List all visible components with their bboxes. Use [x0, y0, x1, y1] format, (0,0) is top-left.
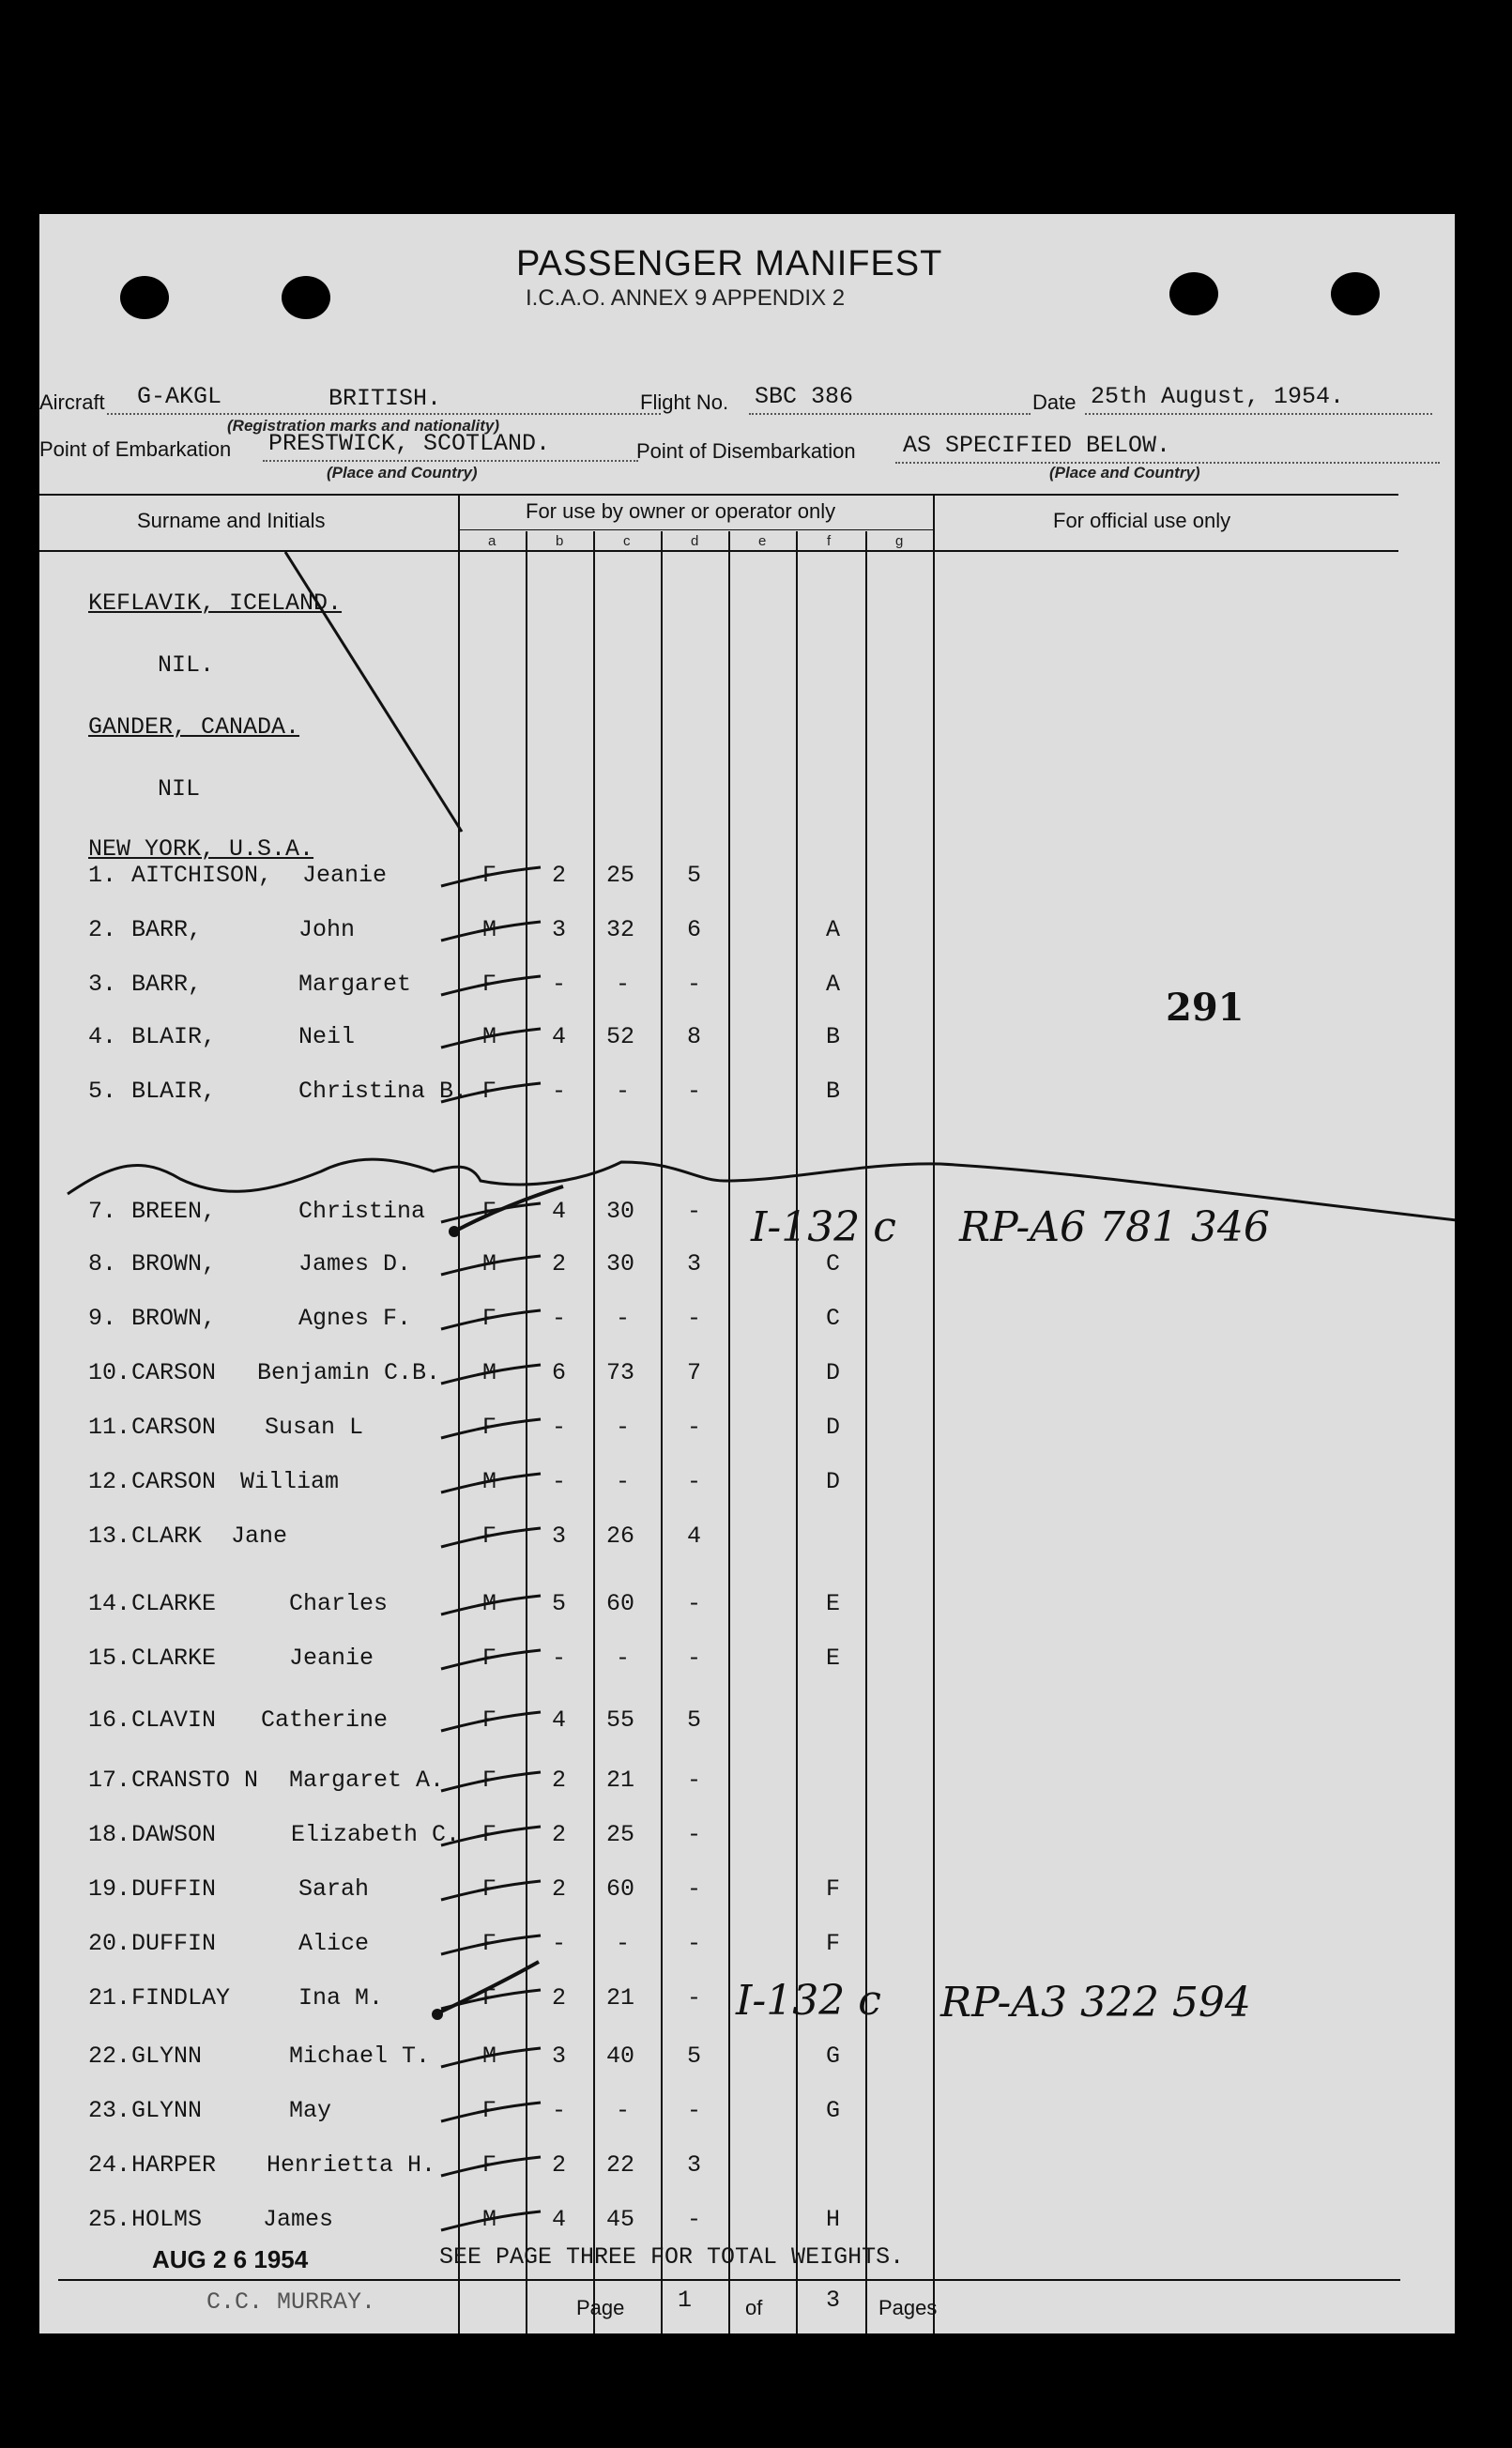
sex-cell: M — [482, 916, 497, 943]
passenger-surname: GLYNN — [131, 2043, 203, 2070]
passenger-given-name: Margaret — [298, 971, 412, 998]
passenger-surname: AITCHISON, — [131, 862, 273, 889]
passenger-surname: BREEN, — [131, 1198, 217, 1225]
cell-f: F — [826, 1930, 841, 1957]
cell-b: - — [552, 1414, 567, 1441]
cell-f: D — [826, 1414, 841, 1441]
passenger-surname: CARSON — [131, 1414, 217, 1441]
of-label: of — [745, 2296, 763, 2319]
passenger-number: 5. — [88, 1078, 117, 1105]
cell-d: 5 — [687, 862, 702, 889]
passenger-given-name: Susan L — [265, 1414, 364, 1441]
cell-b: 2 — [552, 1875, 567, 1903]
cell-b: - — [552, 1645, 567, 1672]
official-number: 291 — [1166, 986, 1245, 1030]
cell-d: - — [687, 2206, 702, 2233]
aircraft-label: Aircraft — [39, 390, 105, 414]
passenger-given-name: Jeanie — [302, 862, 388, 889]
sex-cell: F — [482, 2151, 497, 2179]
sex-cell: F — [482, 1767, 497, 1794]
sex-cell: M — [482, 1468, 497, 1495]
cell-d: - — [687, 971, 702, 998]
passenger-given-name: Jeanie — [289, 1645, 374, 1672]
passenger-given-name: Benjamin C.B. — [257, 1359, 441, 1386]
cell-c: - — [616, 1645, 631, 1672]
handwritten-passport-row7: RP-A6 781 346 — [959, 1203, 1270, 1251]
passenger-given-name: William — [240, 1468, 340, 1495]
cell-d: - — [687, 1645, 702, 1672]
page-subtitle: I.C.A.O. ANNEX 9 APPENDIX 2 — [526, 285, 846, 311]
cell-c: 55 — [606, 1706, 635, 1734]
sex-cell: F — [482, 971, 497, 998]
passenger-surname: HARPER — [131, 2151, 217, 2179]
section-place: GANDER, CANADA. — [88, 713, 300, 741]
passenger-surname: DUFFIN — [131, 1930, 217, 1957]
cell-d: - — [687, 1767, 702, 1794]
cell-d: 6 — [687, 916, 702, 943]
passenger-surname: BROWN, — [131, 1305, 217, 1332]
cell-c: - — [616, 1078, 631, 1105]
cell-c: 32 — [606, 916, 635, 943]
passenger-number: 16. — [88, 1706, 131, 1734]
cell-d: 3 — [687, 1250, 702, 1278]
cell-f: E — [826, 1590, 841, 1617]
flight-label: Flight No. — [640, 390, 729, 414]
passenger-number: 22. — [88, 2043, 131, 2070]
passenger-surname: DUFFIN — [131, 1875, 217, 1903]
passenger-number: 18. — [88, 1821, 131, 1848]
sex-cell: F — [482, 1930, 497, 1957]
cell-b: 2 — [552, 1767, 567, 1794]
flight-number: SBC 386 — [755, 383, 854, 410]
passenger-given-name: Alice — [298, 1930, 370, 1957]
passenger-surname: CLARK — [131, 1522, 203, 1550]
cell-d: - — [687, 1078, 702, 1105]
passenger-surname: CARSON — [131, 1359, 217, 1386]
embarkation-label: Point of Embarkation — [39, 437, 232, 461]
date-value: 25th August, 1954. — [1091, 383, 1345, 410]
passenger-given-name: Margaret A. — [289, 1767, 445, 1794]
cell-b: 3 — [552, 916, 567, 943]
passenger-number: 25. — [88, 2206, 131, 2233]
cell-b: 6 — [552, 1359, 567, 1386]
cell-d: 8 — [687, 1023, 702, 1050]
passenger-surname: CRANSTO N — [131, 1767, 259, 1794]
passenger-given-name: James — [263, 2206, 334, 2233]
section-note: NIL — [158, 775, 201, 803]
passenger-number: 20. — [88, 1930, 131, 1957]
registration-note: (Registration marks and nationality) — [227, 417, 499, 435]
subcolumn-label-d: d — [691, 533, 699, 549]
passenger-number: 15. — [88, 1645, 131, 1672]
passenger-surname: DAWSON — [131, 1821, 217, 1848]
passenger-number: 8. — [88, 1250, 117, 1278]
sex-cell: M — [482, 1023, 497, 1050]
cell-c: 22 — [606, 2151, 635, 2179]
cell-b: 2 — [552, 1250, 567, 1278]
passenger-given-name: Henrietta H. — [267, 2151, 436, 2179]
page-label: Page — [576, 2296, 625, 2319]
cell-f: E — [826, 1645, 841, 1672]
handwritten-code-row21: I-132 c — [736, 1977, 881, 2025]
cell-c: 21 — [606, 1984, 635, 2012]
sex-cell: F — [482, 2097, 497, 2124]
disembarkation-note: (Place and Country) — [1049, 464, 1200, 482]
cell-f: D — [826, 1468, 841, 1495]
cell-b: 2 — [552, 1984, 567, 2012]
passenger-number: 7. — [88, 1198, 117, 1225]
passenger-given-name: Sarah — [298, 1875, 370, 1903]
passenger-surname: BLAIR, — [131, 1078, 217, 1105]
passenger-given-name: John — [298, 916, 356, 943]
passenger-number: 12. — [88, 1468, 131, 1495]
cell-b: 3 — [552, 2043, 567, 2070]
sex-cell: M — [482, 1590, 497, 1617]
subcolumn-label-e: e — [758, 533, 767, 549]
cell-d: 5 — [687, 1706, 702, 1734]
cell-c: 21 — [606, 1767, 635, 1794]
cell-c: 52 — [606, 1023, 635, 1050]
date-label: Date — [1032, 390, 1077, 414]
passenger-number: 14. — [88, 1590, 131, 1617]
cell-f: B — [826, 1078, 841, 1105]
cell-d: - — [687, 1305, 702, 1332]
cell-b: - — [552, 971, 567, 998]
passenger-given-name: Christina B. — [298, 1078, 468, 1105]
surname-column-header: Surname and Initials — [137, 509, 326, 532]
sex-cell: M — [482, 2206, 497, 2233]
passenger-given-name: James D. — [298, 1250, 412, 1278]
handwritten-code-row7: I-132 c — [751, 1203, 896, 1251]
passenger-number: 4. — [88, 1023, 117, 1050]
cell-d: - — [687, 1590, 702, 1617]
passenger-number: 3. — [88, 971, 117, 998]
cell-d: 7 — [687, 1359, 702, 1386]
cell-f: A — [826, 971, 841, 998]
sex-cell: F — [482, 1706, 497, 1734]
passenger-given-name: Neil — [298, 1023, 356, 1050]
cell-f: F — [826, 1875, 841, 1903]
cell-c: 73 — [606, 1359, 635, 1386]
cell-c: 25 — [606, 1821, 635, 1848]
cell-d: - — [687, 1984, 702, 2012]
cell-b: 2 — [552, 1821, 567, 1848]
cell-b: - — [552, 1078, 567, 1105]
cell-b: 4 — [552, 1198, 567, 1225]
cell-b: - — [552, 2097, 567, 2124]
sex-cell: F — [482, 1875, 497, 1903]
disembarkation-value: AS SPECIFIED BELOW. — [903, 432, 1171, 459]
passenger-number: 21. — [88, 1984, 131, 2012]
cell-d: - — [687, 1198, 702, 1225]
passenger-surname: BLAIR, — [131, 1023, 217, 1050]
passenger-number: 23. — [88, 2097, 131, 2124]
sex-cell: F — [482, 1305, 497, 1332]
sex-cell: F — [482, 1645, 497, 1672]
sex-cell: F — [482, 1198, 497, 1225]
cell-b: 2 — [552, 862, 567, 889]
embarkation-value: PRESTWICK, SCOTLAND. — [268, 430, 551, 457]
signatory: C.C. MURRAY. — [206, 2288, 376, 2316]
pages-label: Pages — [878, 2296, 938, 2319]
cell-b: - — [552, 1305, 567, 1332]
passenger-given-name: Agnes F. — [298, 1305, 412, 1332]
aircraft-registration: G-AKGL — [137, 383, 222, 410]
passenger-number: 2. — [88, 916, 117, 943]
sex-cell: F — [482, 1821, 497, 1848]
subcolumn-label-c: c — [623, 533, 631, 549]
handwritten-passport-row21: RP-A3 322 594 — [940, 1979, 1251, 2027]
sex-cell: F — [482, 1522, 497, 1550]
cell-c: 40 — [606, 2043, 635, 2070]
sex-cell: M — [482, 1359, 497, 1386]
passenger-given-name: Catherine — [261, 1706, 389, 1734]
passenger-given-name: Elizabeth C. — [291, 1821, 461, 1848]
page-total: 3 — [826, 2287, 841, 2314]
cell-c: 45 — [606, 2206, 635, 2233]
passenger-number: 13. — [88, 1522, 131, 1550]
cell-f: G — [826, 2097, 841, 2124]
section-place: KEFLAVIK, ICELAND. — [88, 589, 343, 617]
received-date-stamp: AUG 2 6 1954 — [152, 2245, 309, 2273]
passenger-surname: BARR, — [131, 916, 203, 943]
manifest-sheet — [39, 214, 1455, 2333]
passenger-surname: CARSON — [131, 1468, 217, 1495]
passenger-given-name: May — [289, 2097, 332, 2124]
passenger-given-name: Charles — [289, 1590, 389, 1617]
cell-d: - — [687, 1930, 702, 1957]
footer-note: SEE PAGE THREE FOR TOTAL WEIGHTS. — [439, 2243, 905, 2271]
cell-b: 4 — [552, 1023, 567, 1050]
cell-c: 60 — [606, 1875, 635, 1903]
passenger-given-name: Ina M. — [298, 1984, 384, 2012]
cell-d: - — [687, 1821, 702, 1848]
sex-cell: F — [482, 1078, 497, 1105]
passenger-surname: GLYNN — [131, 2097, 203, 2124]
passenger-number: 24. — [88, 2151, 131, 2179]
cell-f: G — [826, 2043, 841, 2070]
passenger-surname: FINDLAY — [131, 1984, 231, 2012]
cell-b: 5 — [552, 1590, 567, 1617]
passenger-given-name: Jane — [231, 1522, 288, 1550]
cell-c: - — [616, 1414, 631, 1441]
disembarkation-label: Point of Disembarkation — [636, 439, 856, 463]
cell-f: B — [826, 1023, 841, 1050]
cell-c: 30 — [606, 1250, 635, 1278]
cell-c: - — [616, 1305, 631, 1332]
section-place: NEW YORK, U.S.A. — [88, 835, 314, 863]
cell-c: - — [616, 971, 631, 998]
section-note: NIL. — [158, 651, 215, 679]
cell-f: C — [826, 1250, 841, 1278]
cell-c: - — [616, 1468, 631, 1495]
sex-cell: F — [482, 1414, 497, 1441]
cell-c: 30 — [606, 1198, 635, 1225]
cell-b: 3 — [552, 1522, 567, 1550]
subcolumn-label-f: f — [827, 533, 832, 549]
cell-b: 4 — [552, 2206, 567, 2233]
subcolumn-label-g: g — [895, 533, 904, 549]
cell-d: - — [687, 1468, 702, 1495]
cell-b: - — [552, 1468, 567, 1495]
aircraft-nationality: BRITISH. — [328, 385, 442, 412]
passenger-surname: HOLMS — [131, 2206, 203, 2233]
owner-column-header: For use by owner or operator only — [526, 499, 836, 523]
official-column-header: For official use only — [1053, 509, 1231, 532]
sex-cell: F — [482, 862, 497, 889]
subcolumn-label-a: a — [488, 533, 496, 549]
cell-b: 4 — [552, 1706, 567, 1734]
cell-d: - — [687, 1414, 702, 1441]
subcolumn-label-b: b — [556, 533, 564, 549]
passenger-number: 17. — [88, 1767, 131, 1794]
page-title: PASSENGER MANIFEST — [516, 244, 943, 283]
sex-cell: M — [482, 1250, 497, 1278]
cell-b: - — [552, 1930, 567, 1957]
cell-c: 60 — [606, 1590, 635, 1617]
cell-c: 26 — [606, 1522, 635, 1550]
cell-d: 3 — [687, 2151, 702, 2179]
passenger-surname: BROWN, — [131, 1250, 217, 1278]
cell-c: - — [616, 1930, 631, 1957]
cell-c: 25 — [606, 862, 635, 889]
embarkation-note: (Place and Country) — [327, 464, 478, 482]
sex-cell: F — [482, 1984, 497, 2012]
cell-d: - — [687, 1875, 702, 1903]
passenger-number: 10. — [88, 1359, 131, 1386]
cell-f: A — [826, 916, 841, 943]
cell-b: 2 — [552, 2151, 567, 2179]
passenger-number: 1. — [88, 862, 117, 889]
passenger-given-name: Michael T. — [289, 2043, 431, 2070]
cell-c: - — [616, 2097, 631, 2124]
passenger-number: 11. — [88, 1414, 131, 1441]
cell-d: 4 — [687, 1522, 702, 1550]
page-number: 1 — [678, 2287, 693, 2314]
cell-f: H — [826, 2206, 841, 2233]
sex-cell: M — [482, 2043, 497, 2070]
passenger-surname: CLAVIN — [131, 1706, 217, 1734]
passenger-number: 19. — [88, 1875, 131, 1903]
passenger-given-name: Christina — [298, 1198, 426, 1225]
pen-strokes — [39, 214, 1455, 2333]
passenger-surname: CLARKE — [131, 1645, 217, 1672]
passenger-surname: BARR, — [131, 971, 203, 998]
passenger-surname: CLARKE — [131, 1590, 217, 1617]
cell-d: 5 — [687, 2043, 702, 2070]
cell-d: - — [687, 2097, 702, 2124]
cell-f: C — [826, 1305, 841, 1332]
cell-f: D — [826, 1359, 841, 1386]
passenger-number: 9. — [88, 1305, 117, 1332]
